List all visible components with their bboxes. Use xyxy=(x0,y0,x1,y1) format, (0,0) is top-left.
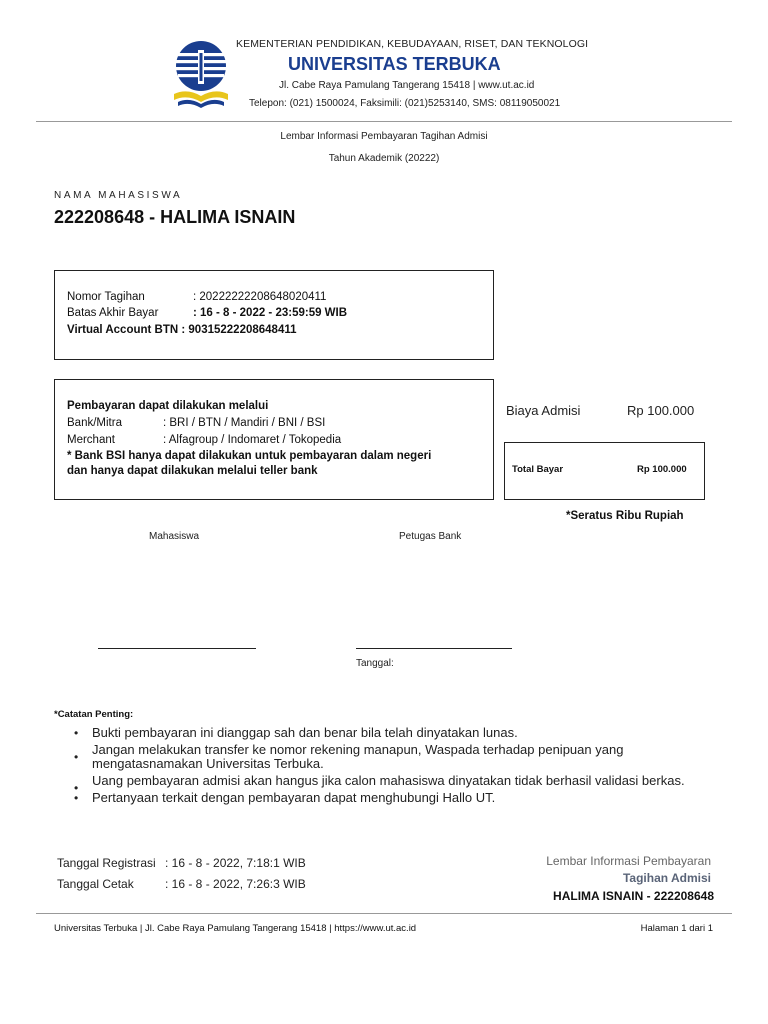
header-divider xyxy=(36,121,732,122)
bsi-note-line1: * Bank BSI hanya dapat dilakukan untuk pembayaran dalam negeri xyxy=(67,450,432,462)
bank-label: Bank/Mitra xyxy=(67,417,122,429)
invoice-number-value: : 20222222208648020411 xyxy=(193,291,327,303)
footer-address: Universitas Terbuka | Jl. Cabe Raya Pamulang Tangerang 15418 | https://www.ut.ac.id xyxy=(54,923,417,934)
merchant-value: : Alfagroup / Indomaret / Tokopedia xyxy=(163,434,342,446)
note-item xyxy=(54,743,734,771)
note-item xyxy=(54,791,734,805)
registration-date-value: : 16 - 8 - 2022, 7:18:1 WIB xyxy=(165,856,306,870)
virtual-account-row xyxy=(67,324,297,336)
university-contact: Telepon: (021) 1500024, Faksimili: (021)5253140, SMS: 08119050021 xyxy=(249,98,561,109)
stub-subtitle: Tagihan Admisi xyxy=(622,871,711,885)
merchant-label: Merchant xyxy=(67,434,115,446)
important-notes-list xyxy=(54,726,734,808)
payment-methods-box xyxy=(54,379,494,500)
bsi-note-line2: dan hanya dapat dilakukan melalui teller bank xyxy=(67,465,318,477)
student-id-name: 222208648 - HALIMA ISNAIN xyxy=(54,207,296,227)
student-signature-label: Mahasiswa xyxy=(149,531,200,542)
bank-officer-signature-label: Petugas Bank xyxy=(399,531,462,542)
amount-in-words: *Seratus Ribu Rupiah xyxy=(566,510,684,522)
note-text: Pertanyaan terkait dengan pembayaran dapat menghubungi Hallo UT. xyxy=(92,790,496,805)
note-item xyxy=(54,773,734,795)
print-date-row xyxy=(57,877,306,891)
footer-divider xyxy=(36,913,732,914)
stub-student: HALIMA ISNAIN - 222208648 xyxy=(553,889,714,903)
payment-methods-title: Pembayaran dapat dilakukan melalui xyxy=(67,400,269,412)
student-signature-line xyxy=(98,648,256,649)
ministry-name: KEMENTERIAN PENDIDIKAN, KEBUDAYAAN, RISET, DAN TEKNOLOGI xyxy=(236,38,589,50)
invoice-row xyxy=(67,291,326,303)
university-address: Jl. Cabe Raya Pamulang Tangerang 15418 | www.ut.ac.id xyxy=(279,80,535,91)
admission-fee-value: Rp 100.000 xyxy=(627,403,695,418)
stub-title: Lembar Informasi Pembayaran xyxy=(546,854,711,868)
bank-value: : BRI / BTN / Mandiri / BNI / BSI xyxy=(163,417,326,429)
virtual-account-label: Virtual Account BTN xyxy=(67,324,179,336)
note-text: Jangan melakukan transfer ke nomor rekening manapun, Waspada terhadap penipuan yang mengatasnamakan Universitas Terbuka. xyxy=(92,742,624,771)
bullet-icon: • xyxy=(74,791,79,805)
registration-date-label: Tanggal Registrasi xyxy=(57,856,156,870)
bullet-icon: • xyxy=(74,726,79,740)
total-payment-value: Rp 100.000 xyxy=(637,464,687,475)
registration-date-row xyxy=(57,856,306,870)
university-name: UNIVERSITAS TERBUKA xyxy=(288,54,501,74)
payment-deadline-value: : 16 - 8 - 2022 - 23:59:59 WIB xyxy=(193,307,348,319)
virtual-account-value: : 90315222208648411 xyxy=(181,324,297,336)
total-payment-label: Total Bayar xyxy=(512,464,564,475)
document-title: Lembar Informasi Pembayaran Tagihan Admisi xyxy=(280,131,488,142)
payment-deadline-label: Batas Akhir Bayar xyxy=(67,307,159,319)
note-text: Uang pembayaran admisi akan hangus jika calon mahasiswa dinyatakan tidak berhasil validasi berkas. xyxy=(92,773,685,788)
note-text: Bukti pembayaran ini dianggap sah dan benar bila telah dinyatakan lunas. xyxy=(92,725,518,740)
bank-row xyxy=(67,417,325,429)
bank-officer-signature-line xyxy=(356,648,512,649)
academic-year: Tahun Akademik (20222) xyxy=(328,153,440,164)
student-name-label: NAMA MAHASISWA xyxy=(54,190,183,201)
print-date-label: Tanggal Cetak xyxy=(57,877,134,891)
invoice-number-label: Nomor Tagihan xyxy=(67,291,145,303)
bullet-icon: • xyxy=(74,750,79,764)
note-item xyxy=(54,726,734,740)
page-number: Halaman 1 dari 1 xyxy=(640,923,713,934)
print-date-value: : 16 - 8 - 2022, 7:26:3 WIB xyxy=(165,877,306,891)
important-notes-title: *Catatan Penting: xyxy=(54,709,134,720)
bullet-icon: • xyxy=(74,781,79,795)
signature-date-label: Tanggal: xyxy=(356,658,394,669)
admission-fee-label: Biaya Admisi xyxy=(506,403,581,418)
deadline-row xyxy=(67,307,347,319)
university-logo-icon xyxy=(170,40,232,110)
merchant-row xyxy=(67,434,341,446)
billing-info-box xyxy=(54,270,494,360)
